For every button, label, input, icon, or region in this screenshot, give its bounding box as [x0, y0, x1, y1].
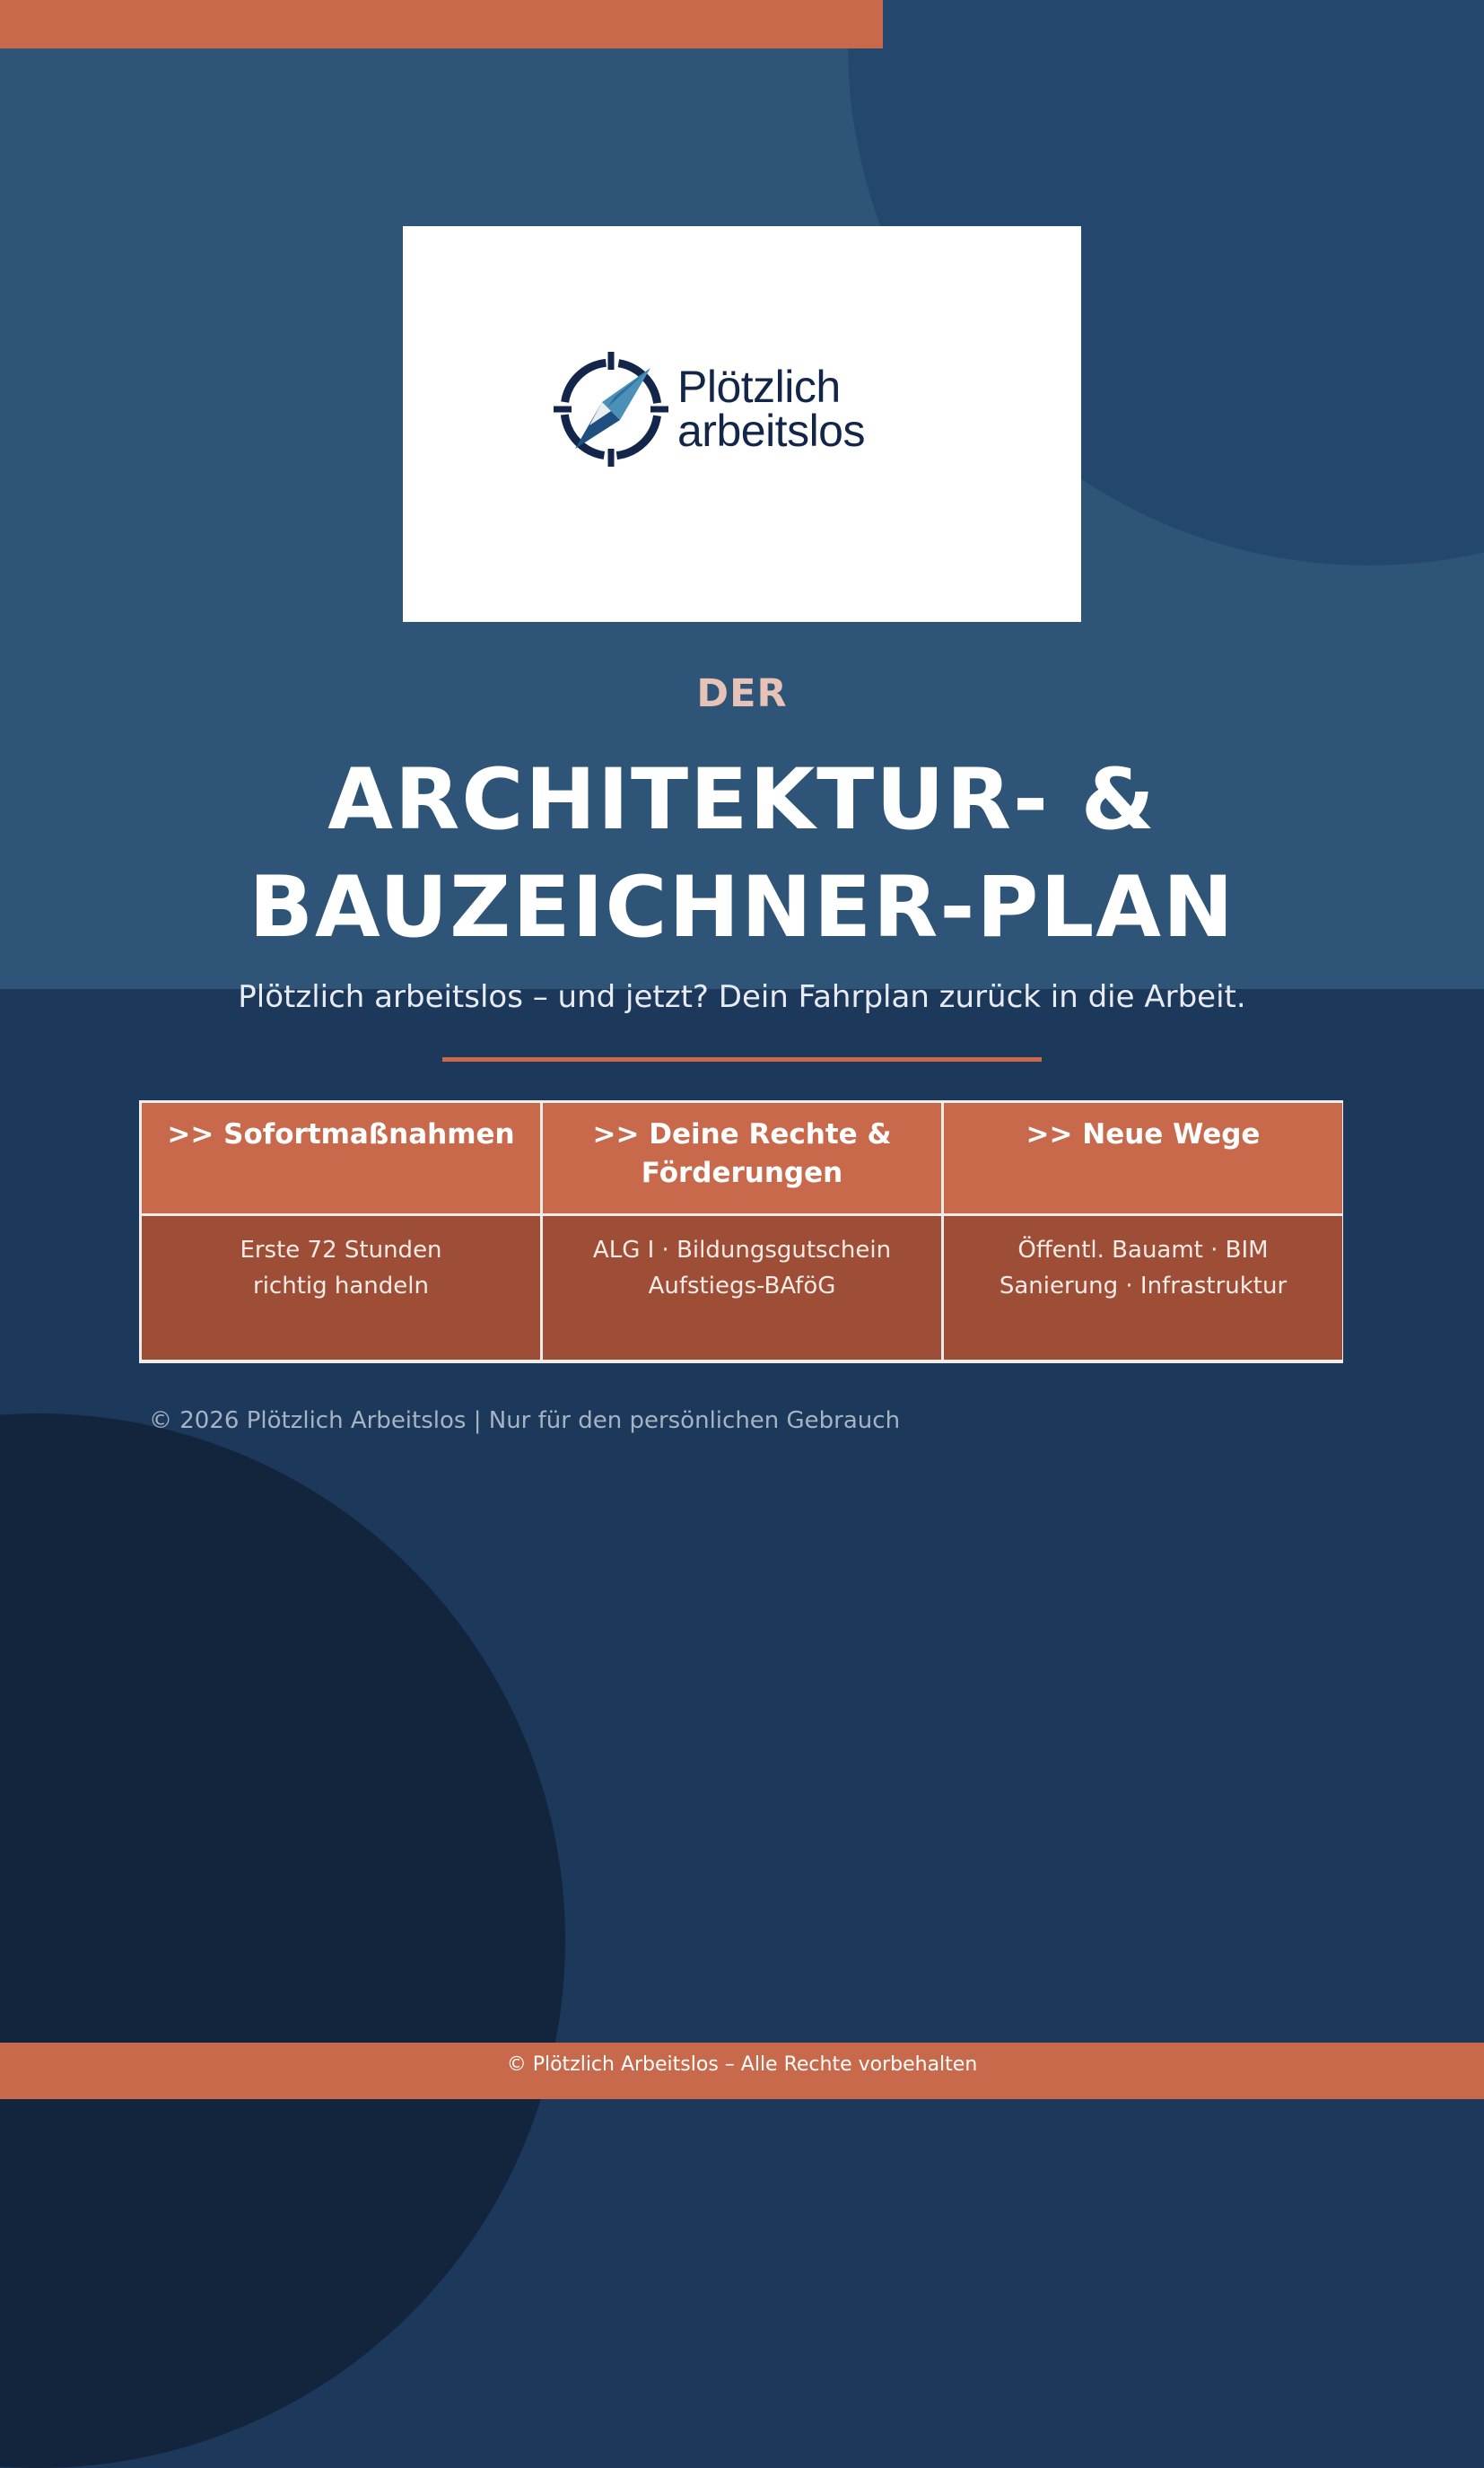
feature-body-rights-funding: [543, 1216, 941, 1360]
feature-heading-rights-funding: >> Deine Rechte & Förderungen: [543, 1103, 941, 1213]
logo-wordmark: [677, 362, 865, 456]
feature-line: Öffentl. Bauamt · BIM: [1017, 1237, 1269, 1264]
feature-body-immediate-actions: [142, 1216, 540, 1360]
page-title-line-2: BAUZEICHNER-PLAN: [249, 859, 1235, 957]
feature-line: richtig handeln: [253, 1273, 429, 1300]
feature-line: ALG I · Bildungsgutschein: [592, 1237, 892, 1264]
feature-table: [139, 1100, 1343, 1363]
feature-body-new-paths: [944, 1216, 1342, 1360]
decorative-circle-bottom-left: [0, 1413, 565, 2468]
footer-text: © Plötzlich Arbeitslos – Alle Rechte vorbehalten: [506, 2053, 978, 2076]
feature-heading-new-paths: >> Neue Wege: [944, 1103, 1342, 1213]
subtitle: Plötzlich arbeitslos – und jetzt? Dein Fahrplan zurück in die Arbeit.: [238, 979, 1246, 1015]
copyright-notice: © 2026 Plötzlich Arbeitslos | Nur für den persönlichen Gebrauch: [149, 1407, 901, 1434]
feature-line: Erste 72 Stunden: [240, 1237, 442, 1264]
logo-line-1: Plötzlich: [677, 362, 841, 412]
accent-divider: [442, 1057, 1042, 1062]
footer-bar: [0, 2043, 1484, 2099]
top-accent-bar: [0, 0, 883, 48]
feature-line: Aufstiegs-BAföG: [648, 1273, 836, 1300]
compass-icon: [552, 350, 670, 468]
logo: [552, 350, 865, 468]
feature-heading-immediate-actions: >> Sofortmaßnahmen: [142, 1103, 540, 1213]
logo-line-2: arbeitslos: [677, 406, 865, 456]
page-title-line-1: ARCHITEKTUR- &: [327, 751, 1157, 849]
page-title: [0, 747, 1484, 962]
feature-line: Sanierung · Infrastruktur: [999, 1273, 1288, 1300]
logo-card: [403, 226, 1081, 622]
title-kicker: DER: [696, 671, 788, 716]
